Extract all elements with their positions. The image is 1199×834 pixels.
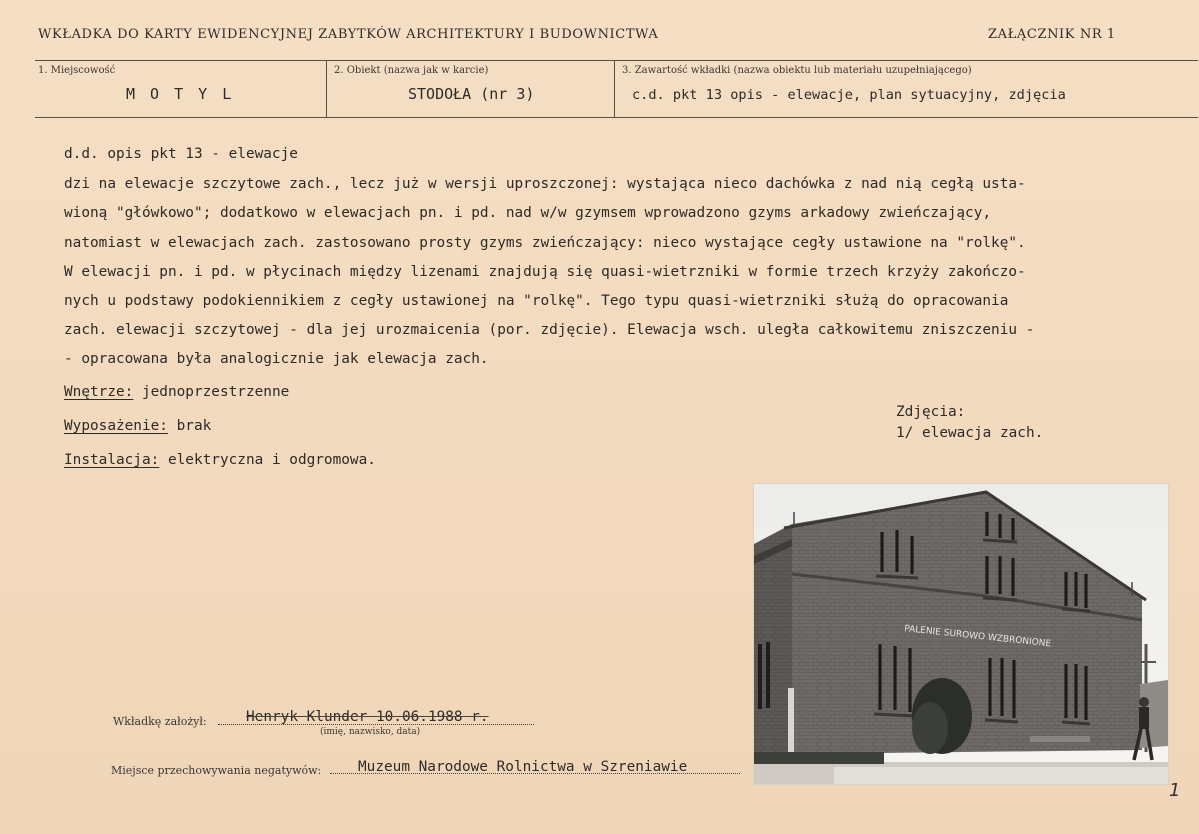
body-line-1: d.d. opis pkt 13 - elewacje xyxy=(64,146,298,162)
field-2-value: STODOŁA (nr 3) xyxy=(408,85,535,103)
body-line-8: - opracowana była analogicznie jak elewacja zach. xyxy=(64,351,489,367)
field-2-label: 2. Obiekt (nazwa jak w karcie) xyxy=(334,65,489,76)
negatives-storage-value: Muzeum Narodowe Rolnictwa w Szreniawie xyxy=(358,759,688,775)
photo-caption-1: 1/ elewacja zach. xyxy=(896,425,1044,441)
body-line-2: dzi na elewacje szczytowe zach., lecz już w wersji uproszczonej: wystająca nieco dachówka z nad nią cegłą usta- xyxy=(64,176,1026,192)
body-line-6: nych u podstawy podokiennikiem z cegły ustawionej na "rolkę". Tego typu quasi-wietrzniki służą do opracowania xyxy=(64,293,1009,309)
interior-label: Wnętrze: xyxy=(64,384,134,400)
field-1-label: 1. Miejscowość xyxy=(38,65,116,76)
page-number: 1 xyxy=(1169,780,1181,801)
equipment-row xyxy=(64,418,211,434)
negatives-storage-label: Miejsce przechowywania negatywów: xyxy=(111,764,322,777)
equipment-label: Wyposażenie: xyxy=(64,418,168,434)
body-line-7: zach. elewacji szczytowej - dla jej urozmaicenia (por. zdjęcie). Elewacja wsch. uległa całkowitemu zniszczeniu - xyxy=(64,322,1035,338)
header-bottom-rule xyxy=(35,117,1198,118)
field-3-value: c.d. pkt 13 opis - elewacje, plan sytuacyjny, zdjęcia xyxy=(632,87,1066,103)
header-top-rule xyxy=(35,60,1198,61)
barn-photograph xyxy=(754,484,1168,784)
installation-value: elektryczna i odgromowa. xyxy=(167,452,376,468)
body-line-3: wioną "główkowo"; dodatkowo w elewacjach pn. i pd. nad w/w gzymsem wprowadzono gzyms arkadowy zwieńczający, xyxy=(64,205,992,221)
interior-value: jednoprzestrzenne xyxy=(141,384,290,400)
equipment-value: brak xyxy=(176,418,212,434)
body-line-4: natomiast w elewacjach zach. zastosowano prosty gzyms zwieńczający: nieco wystające cegły ustawione na "rolkę". xyxy=(64,235,1026,251)
installation-label: Instalacja: xyxy=(64,452,160,468)
photos-heading: Zdjęcia: xyxy=(896,404,966,420)
body-line-5: W elewacji pn. i pd. w płycinach między lizenami znajdują się quasi-wietrzniki w formie trzech krzyży zakończo- xyxy=(64,264,1026,280)
field-3-label: 3. Zawartość wkładki (nazwa obiektu lub materiału uzupełniającego) xyxy=(622,65,972,76)
column-divider-2 xyxy=(614,60,615,117)
wall-inscription: PALENIE SUROWO WZBRONIONE xyxy=(903,624,1052,650)
field-1-value: M O T Y L xyxy=(126,85,235,103)
barn-photo-image xyxy=(754,484,1168,784)
installation-row xyxy=(64,452,376,468)
prepared-by-label: Wkładkę założył: xyxy=(113,715,207,728)
interior-row xyxy=(64,384,289,400)
prepared-by-hint: (imię, nazwisko, data) xyxy=(320,727,421,737)
column-divider-1 xyxy=(326,60,327,117)
annex-number: ZAŁĄCZNIK NR 1 xyxy=(988,27,1116,42)
prepared-by-value: Henryk Klunder 10.06.1988 r. xyxy=(246,709,489,725)
document-title: WKŁADKA DO KARTY EWIDENCYJNEJ ZABYTKÓW ARCHITEKTURY I BUDOWNICTWA xyxy=(38,27,659,42)
